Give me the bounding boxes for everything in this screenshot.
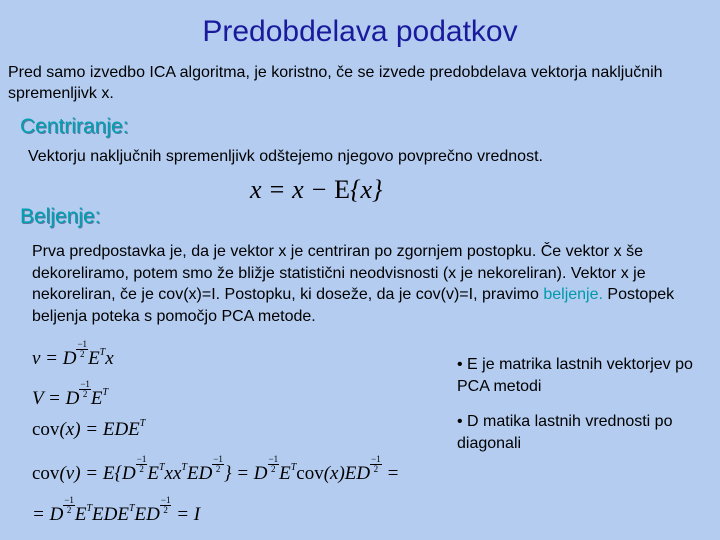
- whitening-highlight: beljenje.: [543, 286, 603, 303]
- centering-heading: Centriranje:: [20, 115, 129, 138]
- whitening-heading: Beljenje:: [20, 205, 101, 228]
- bullet-list: [457, 354, 712, 468]
- page-title: Predobdelava podatkov: [202, 15, 518, 48]
- bullet-item-e: • E je matrika lastnih vektorjev po PCA metodi: [457, 356, 693, 395]
- whitening-text-end: Postopek beljenja poteka s pomočjo PCA metode.: [32, 286, 675, 325]
- whitening-equation-1: v = D $^{\frac{-1}{2}}$ $E^Tx$: [32, 339, 114, 369]
- covariance-derivation: cov(v) = E{D $^{\frac{-1}{2}}$ $E^Txx^TED$ $^{\frac{-1}{2}}$ } = D $^{\frac{-1}{2}}$ $E^Tcov(x)ED$ $^{\frac{-1}{2}}$ =: [32, 454, 400, 484]
- covariance-result: = D $^{\frac{-1}{2}}$ $E^TEDE^TED$ $^{\frac{-1}{2}}$ = I: [32, 495, 201, 525]
- intro-text: Pred samo izvedbo ICA algoritma, je koristno, če se izvede predobdelava vektorja naključnih spremenljivk x.: [8, 64, 663, 102]
- whitening-equation-2: V = D $^{\frac{-1}{2}}$ $E^T$: [32, 379, 109, 409]
- centering-text: Vektorju naključnih spremenljivk odštejemo njegovo povprečno vrednost.: [28, 148, 543, 165]
- covariance-equation: $cov(x) = EDE^T$: [32, 418, 146, 440]
- whitening-text: [32, 241, 714, 327]
- centering-equation: x = x − E{x}: [250, 175, 383, 204]
- whitening-text-start: Prva predpostavka je, da je vektor x je centriran po zgornjem postopku. Če vektor x še dekoreliramo, potem smo že bližje statistični neodvisnosti (x je nekoreliran). Vektor x je nekoreliran, če je cov(x)=I. Postopku, ki doseže, da je cov(v)=I, pravimo: [32, 243, 646, 303]
- bullet-item-d: • D matika lastnih vrednosti po diagonali: [457, 413, 673, 452]
